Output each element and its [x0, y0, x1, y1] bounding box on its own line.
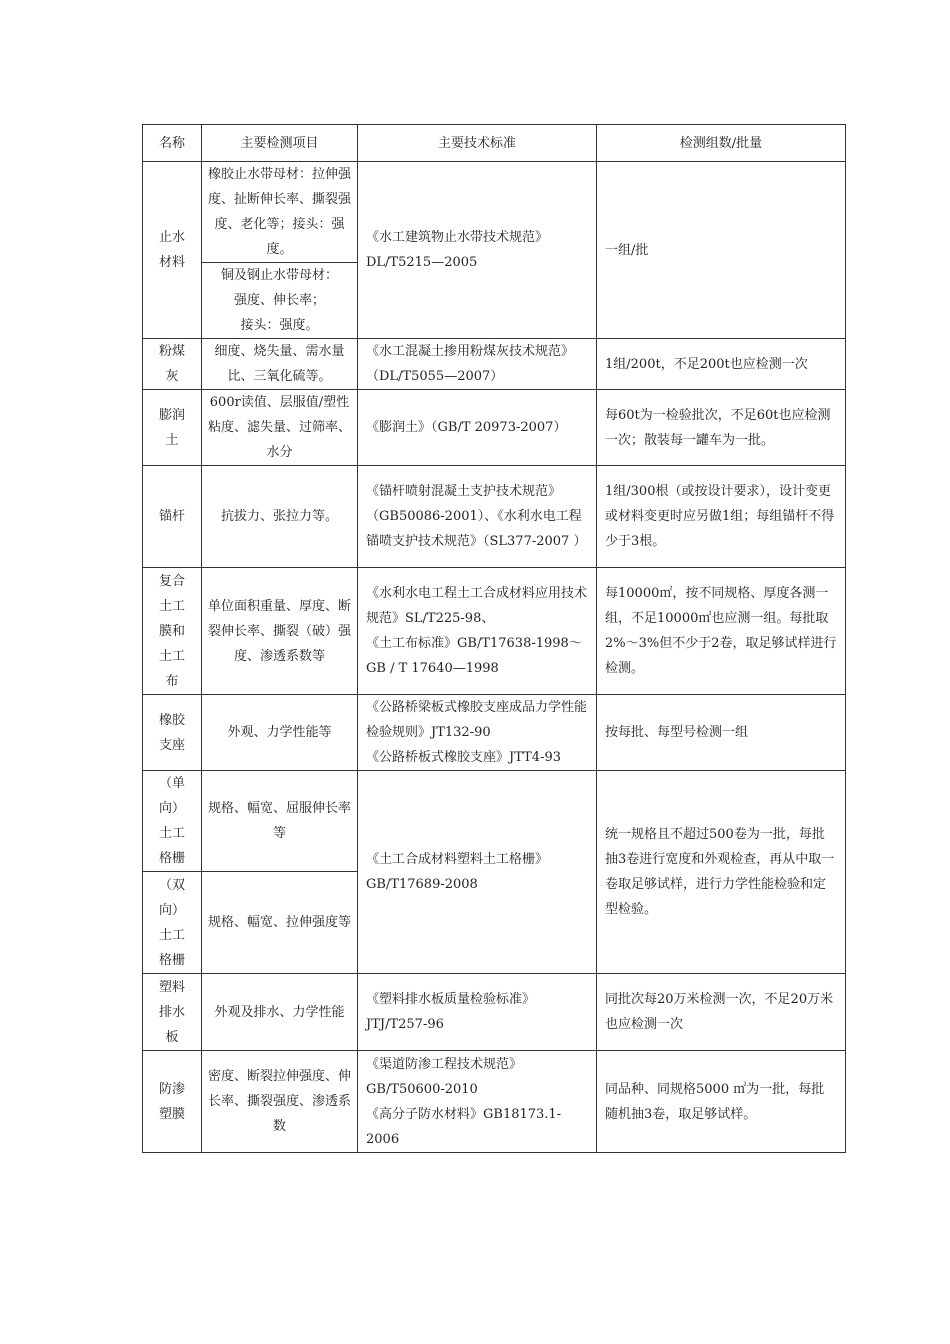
technical-standard: 《水工建筑物止水带技术规范》DL/T5215—2005	[358, 162, 597, 339]
test-items: 密度、断裂拉伸强度、伸长率、撕裂强度、渗透系数	[202, 1051, 358, 1153]
batch-quantity: 同品种、同规格5000 ㎡为一批，每批随机抽3卷，取足够试样。	[597, 1051, 846, 1153]
material-name: 塑料 排水 板	[143, 974, 202, 1051]
test-items: 外观、力学性能等	[202, 695, 358, 771]
test-items: 单位面积重量、厚度、断裂伸长率、撕裂（破）强度、渗透系数等	[202, 568, 358, 695]
batch-quantity: 每10000㎡，按不同规格、厚度各测一组，不足10000㎡也应测一组。每批取2%～3%但不少于2卷，取足够试样进行检测。	[597, 568, 846, 695]
batch-quantity: 统一规格且不超过500卷为一批，每批抽3卷进行宽度和外观检查，再从中取一卷取足够试样，进行力学性能检验和定型检验。	[597, 771, 846, 974]
table-row	[143, 390, 846, 466]
material-name: （单 向） 土工 格栅	[143, 771, 202, 872]
batch-quantity: 同批次每20万米检测一次，不足20万米也应检测一次	[597, 974, 846, 1051]
header-items: 主要检测项目	[202, 125, 358, 162]
material-name: 复合 土工 膜和 土工 布	[143, 568, 202, 695]
material-name: 止水 材料	[143, 162, 202, 339]
table-row	[143, 771, 846, 872]
technical-standard: 《公路桥梁板式橡胶支座成品力学性能检验规则》JT132-90 《公路桥板式橡胶支座》JTT4-93	[358, 695, 597, 771]
test-items: 铜及钢止水带母材： 强度、伸长率； 接头：强度。	[202, 263, 358, 339]
header-name: 名称	[143, 125, 202, 162]
technical-standard: 《水工混凝土掺用粉煤灰技术规范》（DL/T5055—2007）	[358, 339, 597, 390]
test-items: 外观及排水、力学性能	[202, 974, 358, 1051]
header-batch: 检测组数/批量	[597, 125, 846, 162]
test-items: 规格、幅宽、屈服伸长率等	[202, 771, 358, 872]
test-items: 抗拔力、张拉力等。	[202, 466, 358, 568]
batch-quantity: 1组/300根（或按设计要求），设计变更或材料变更时应另做1组；每组锚杆不得少于3根。	[597, 466, 846, 568]
table-row	[143, 466, 846, 568]
test-items: 橡胶止水带母材：拉伸强度、扯断伸长率、撕裂强度、老化等；接头：强度。	[202, 162, 358, 263]
material-name: 膨润 土	[143, 390, 202, 466]
technical-standard: 《渠道防渗工程技术规范》GB/T50600-2010 《高分子防水材料》GB18173.1-2006	[358, 1051, 597, 1153]
material-name: 防渗 塑膜	[143, 1051, 202, 1153]
technical-standard: 《锚杆喷射混凝土支护技术规范》（GB50086-2001）、《水利水电工程锚喷支护技术规范》（SL377-2007 ）	[358, 466, 597, 568]
batch-quantity: 每60t为一检验批次，不足60t也应检测一次；散装每一罐车为一批。	[597, 390, 846, 466]
batch-quantity: 一组/批	[597, 162, 846, 339]
material-name: 粉煤 灰	[143, 339, 202, 390]
table-row	[143, 695, 846, 771]
header-row	[143, 125, 846, 162]
table-row	[143, 339, 846, 390]
header-standard: 主要技术标准	[358, 125, 597, 162]
material-name: 橡胶 支座	[143, 695, 202, 771]
spec-table	[142, 124, 846, 1153]
table-row	[143, 1051, 846, 1153]
technical-standard: 《水利水电工程土工合成材料应用技术规范》SL/T225-98、 《土工布标准》GB/T17638-1998～GB / T 17640—1998	[358, 568, 597, 695]
batch-quantity: 1组/200t，不足200t也应检测一次	[597, 339, 846, 390]
test-items: 600r读值、层服值/塑性粘度、滤失量、过筛率、水分	[202, 390, 358, 466]
batch-quantity: 按每批、每型号检测一组	[597, 695, 846, 771]
table-row	[143, 162, 846, 263]
table-row	[143, 974, 846, 1051]
test-items: 规格、幅宽、拉伸强度等	[202, 872, 358, 974]
table-row	[143, 568, 846, 695]
technical-standard: 《膨润土》（GB/T 20973-2007）	[358, 390, 597, 466]
technical-standard: 《塑料排水板质量检验标准》JTJ/T257-96	[358, 974, 597, 1051]
test-items: 细度、烧失量、需水量比、三氧化硫等。	[202, 339, 358, 390]
material-name: 锚杆	[143, 466, 202, 568]
technical-standard: 《土工合成材料塑料土工格栅》GB/T17689-2008	[358, 771, 597, 974]
material-name: （双 向） 土工 格栅	[143, 872, 202, 974]
